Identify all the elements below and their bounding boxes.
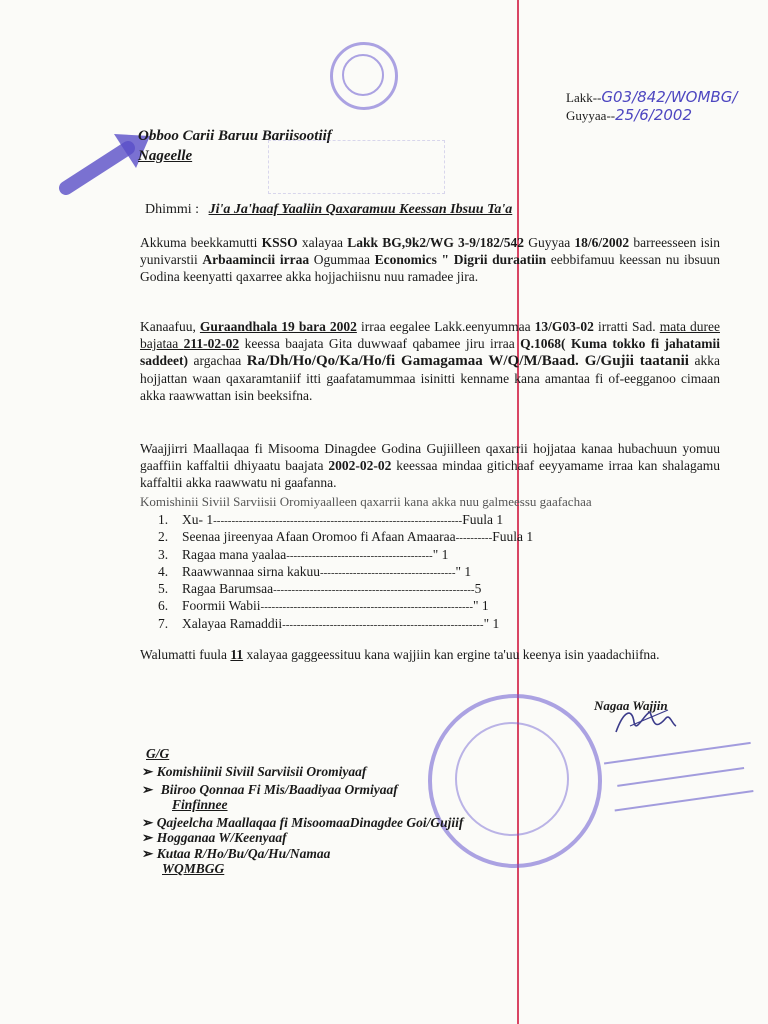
cc-list — [142, 764, 522, 877]
arrow-bullet-icon: ➢ — [142, 764, 157, 779]
attachment-pages: " 1 — [432, 546, 449, 562]
subject-text: Ji'a Ja'haaf Yaaliin Qaxaramuu Keessan Ibsuu Ta'a — [208, 202, 513, 217]
attachment-leader: ---------- — [455, 532, 493, 545]
subject-label: Dhimmi : — [145, 202, 200, 217]
attachment-item — [158, 598, 618, 615]
attachment-pages: 5 — [474, 581, 482, 597]
cc-item: ➢ Biiroo Qonnaa Fi Mis/Baadiyaa Ormiyaaf — [142, 781, 398, 797]
paragraph-payment: Waajjirri Maallaqaa fi Misooma Dinagdee Godina Gujiilleen qaxarrii hojjataa kanaa hubachuun yomuu gaaffiin kaffaltii dhiyaatu baajata 2002-02-02 keessaa mindaa gitichaaf eeyyamame irraa kan shalagamu kaffaltii akka raawwatu ni gaafanna. — [140, 441, 720, 490]
letter-date: Guyyaa--25/6/2002 — [566, 106, 693, 124]
arrow-bullet-icon: ➢ — [142, 845, 157, 861]
attachment-number: 7. — [158, 615, 169, 631]
attachment-leader: ---------------------------------------- — [286, 549, 433, 562]
attachment-pages: Fuula 1 — [462, 512, 504, 527]
attachment-label: Raawwannaa sirna kakuu — [182, 563, 320, 579]
attachment-pages: " 1 — [455, 563, 472, 579]
arrow-bullet-icon: ➢ — [142, 830, 157, 845]
arrow-bullet-icon: ➢ — [142, 781, 157, 797]
attachment-number: 1. — [158, 512, 169, 527]
attachment-label: Ragaa mana yaalaa — [182, 546, 287, 562]
attachment-number: 2. — [158, 529, 169, 545]
faint-stamp — [268, 140, 445, 194]
lakk-value: G03/842/WOMBG/ — [601, 88, 738, 106]
lakk-label: Lakk — [566, 90, 593, 105]
cc-item: ➢ Komishiinii Siviil Sarviisii Oromiyaaf — [142, 764, 367, 779]
attachment-label: Ragaa Barumsaa — [182, 581, 274, 597]
attachment-label: Foormii Wabii — [182, 598, 261, 614]
attachment-number: 5. — [158, 581, 169, 597]
attachment-item — [158, 529, 618, 546]
paragraph-assignment: Kanaafuu, Guraandhala 19 bara 2002 irraa eegalee Lakk.eenyummaa 13/G03-02 irratti Sad. mata duree bajataa 211-02-02 keessa baajata Gita duwwaaf qabamee jiru irraa Q.1068( Kuma tokko fi jahatamii saddeet) argachaa Ra/Dh/Ho/Qo/Ka/Ho/fi Gamagamaa W/Q/M/Baad. G/Gujii taatanii akka hojjattan waan qaxaramtaniif itti gaafatamummaa isinitti kenname kana amantaa fi of-eegganoo cimaan akka raawwattan isin beeksifna. — [140, 319, 720, 403]
arrow-bullet-icon: ➢ — [142, 814, 157, 830]
attachment-leader: ---------------------------------------------------------- — [260, 601, 474, 614]
attachment-label: Xu- 1 — [182, 512, 214, 527]
top-stamp-inner — [342, 54, 384, 96]
cc-item-continuation: Finfinnee — [172, 797, 228, 812]
attachment-pages: " 1 — [473, 598, 489, 614]
attachment-list — [158, 512, 618, 633]
reference-number: Lakk--G03/842/WOMBG/ — [566, 88, 738, 106]
guyyaa-value: 25/6/2002 — [615, 106, 693, 124]
attachment-number: 3. — [158, 546, 169, 562]
attachment-label: Xalayaa Ramaddii — [182, 615, 283, 631]
attachment-item — [158, 616, 618, 633]
attachment-item — [158, 547, 618, 564]
attachment-leader: ------------------------------------- — [319, 566, 456, 579]
attachment-leader: -------------------------------------------------------------------- — [213, 515, 463, 527]
cc-item: ➢ Kutaa R/Ho/Bu/Qa/Hu/Namaa — [142, 845, 331, 861]
attachment-item — [158, 581, 618, 598]
attachment-pages: " 1 — [483, 615, 500, 631]
attachment-pages: Fuula 1 — [492, 529, 534, 545]
cc-item: ➢ Hogganaa W/Keenyaaf — [142, 830, 287, 845]
cc-heading: G/G — [146, 746, 170, 761]
guyyaa-label: Guyyaa — [566, 108, 607, 123]
recipient-name: Obboo Carii Baruu Bariisootiif — [138, 128, 332, 144]
paragraph-intro: Akkuma beekkamutti KSSO xalayaa Lakk BG,9k2/WG 3-9/182/542 Guyyaa 18/6/2002 barreesseen isin yunivarstii Arbaamincii irraa Ogummaa Economics " Digrii duraatiin eebbifamuu keessan nu ibsuun Godina keenyatti qaxarree akka hojjachiisnu nuu ramadee jira. — [140, 235, 721, 284]
subject-line — [145, 202, 512, 218]
attachment-item — [158, 564, 618, 581]
attachment-leader: ------------------------------------------------------- — [282, 618, 484, 631]
attachment-leader: ------------------------------------------------------- — [273, 584, 475, 597]
attachment-item — [158, 512, 618, 529]
attachment-number: 6. — [158, 598, 169, 614]
cc-item: ➢ Qajeelcha Maallaqaa fi MisoomaaDinagdee Goi/Gujiif — [142, 814, 464, 830]
closing-text: Nagaa Wajjin — [594, 698, 668, 713]
attachment-label: Seenaa jireenyaa Afaan Oromoo fi Afaan Amaaraa — [182, 529, 456, 545]
cc-final: WQMBGG — [162, 861, 225, 876]
attachment-number: 4. — [158, 563, 169, 579]
list-intro: Komishinii Siviil Sarviisii Oromiyaalleen qaxarrii kana akka nuu galmeessu gaafachaa — [140, 494, 592, 509]
recipient-location: Nageelle — [138, 148, 193, 164]
paragraph-total: Walumatti fuula 11 xalayaa gaggeessituu kana wajjiin kan ergine ta'uu keenya isin yaadachiifna. — [140, 647, 660, 662]
